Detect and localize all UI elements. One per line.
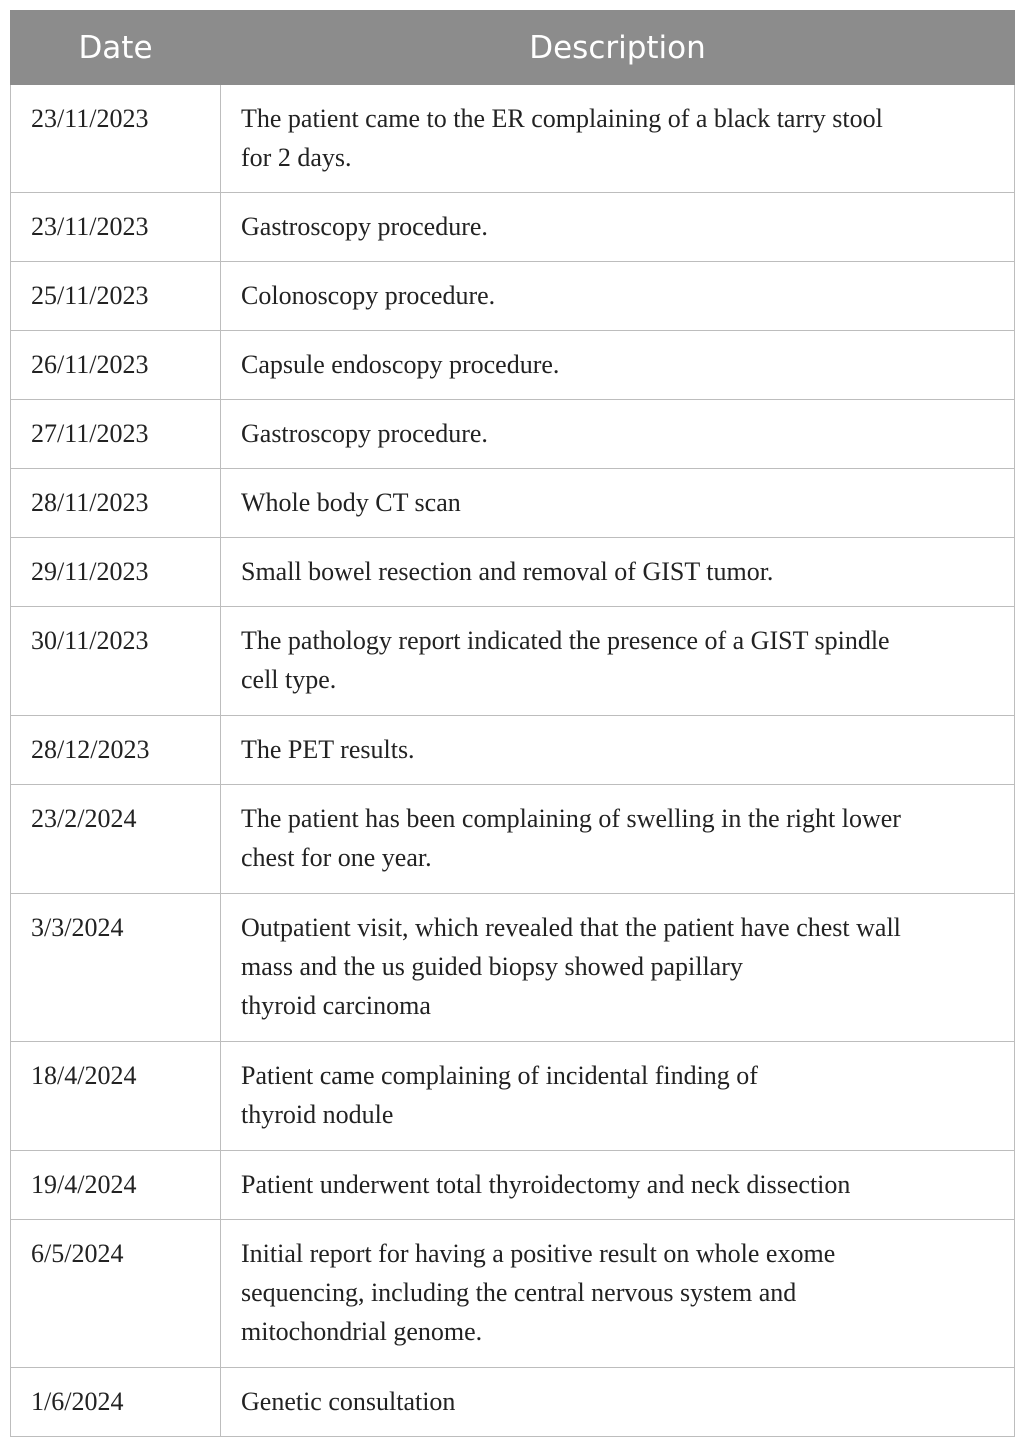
- description-line: Small bowel resection and removal of GIST tumor.: [241, 557, 774, 586]
- description-cell: [221, 331, 1015, 400]
- date-cell: 23/11/2023: [11, 193, 221, 262]
- table-row: [11, 1368, 1015, 1437]
- description-line: mitochondrial genome.: [241, 1317, 483, 1346]
- date-cell: 26/11/2023: [11, 331, 221, 400]
- table-row: [11, 1220, 1015, 1368]
- table-row: [11, 85, 1015, 193]
- description-cell: [221, 1368, 1015, 1437]
- timeline-table: [10, 10, 1015, 1437]
- date-column-header: Date: [11, 11, 221, 85]
- description-line: Patient underwent total thyroidectomy and neck dissection: [241, 1170, 851, 1199]
- description-cell: [221, 607, 1015, 716]
- description-line: The PET results.: [241, 735, 415, 764]
- date-cell: 18/4/2024: [11, 1042, 221, 1151]
- description-line: Gastroscopy procedure.: [241, 419, 488, 448]
- table-row: [11, 785, 1015, 894]
- date-cell: 29/11/2023: [11, 538, 221, 607]
- description-line: thyroid nodule: [241, 1100, 394, 1129]
- table-row: [11, 538, 1015, 607]
- date-cell: 28/12/2023: [11, 716, 221, 785]
- table-row: [11, 331, 1015, 400]
- date-cell: 3/3/2024: [11, 894, 221, 1042]
- description-cell: [221, 400, 1015, 469]
- table-body: [11, 85, 1015, 1437]
- description-cell: [221, 1151, 1015, 1220]
- date-cell: 23/11/2023: [11, 85, 221, 193]
- table-row: [11, 1042, 1015, 1151]
- header-row: [11, 11, 1015, 85]
- description-line: Whole body CT scan: [241, 488, 461, 517]
- description-cell: [221, 262, 1015, 331]
- date-cell: 27/11/2023: [11, 400, 221, 469]
- description-column-header: Description: [221, 11, 1015, 85]
- description-line: thyroid carcinoma: [241, 991, 431, 1020]
- description-cell: [221, 1220, 1015, 1368]
- description-cell: [221, 785, 1015, 894]
- description-line: Genetic consultation: [241, 1387, 456, 1416]
- table-row: [11, 469, 1015, 538]
- description-line: Colonoscopy procedure.: [241, 281, 496, 310]
- description-cell: [221, 469, 1015, 538]
- description-cell: [221, 193, 1015, 262]
- description-line: Patient came complaining of incidental finding of: [241, 1061, 758, 1090]
- table-row: [11, 894, 1015, 1042]
- table-row: [11, 193, 1015, 262]
- table-row: [11, 400, 1015, 469]
- description-line: sequencing, including the central nervous system and: [241, 1278, 797, 1307]
- description-line: chest for one year.: [241, 843, 432, 872]
- table-row: [11, 1151, 1015, 1220]
- description-cell: [221, 1042, 1015, 1151]
- table-header: [11, 11, 1015, 85]
- description-line: The pathology report indicated the presence of a GIST spindle: [241, 626, 890, 655]
- date-cell: 25/11/2023: [11, 262, 221, 331]
- description-cell: [221, 894, 1015, 1042]
- date-cell: 23/2/2024: [11, 785, 221, 894]
- table-row: [11, 716, 1015, 785]
- description-line: for 2 days.: [241, 143, 352, 172]
- description-line: mass and the us guided biopsy showed papillary: [241, 952, 743, 981]
- description-cell: [221, 716, 1015, 785]
- description-cell: [221, 538, 1015, 607]
- description-line: The patient came to the ER complaining of a black tarry stool: [241, 104, 883, 133]
- description-line: Initial report for having a positive result on whole exome: [241, 1239, 836, 1268]
- description-line: cell type.: [241, 665, 337, 694]
- date-cell: 6/5/2024: [11, 1220, 221, 1368]
- description-line: Capsule endoscopy procedure.: [241, 350, 560, 379]
- table-row: [11, 607, 1015, 716]
- date-cell: 1/6/2024: [11, 1368, 221, 1437]
- description-line: The patient has been complaining of swelling in the right lower: [241, 804, 901, 833]
- description-line: Gastroscopy procedure.: [241, 212, 488, 241]
- description-cell: [221, 85, 1015, 193]
- table-row: [11, 262, 1015, 331]
- date-cell: 30/11/2023: [11, 607, 221, 716]
- date-cell: 28/11/2023: [11, 469, 221, 538]
- date-cell: 19/4/2024: [11, 1151, 221, 1220]
- description-line: Outpatient visit, which revealed that the patient have chest wall: [241, 913, 901, 942]
